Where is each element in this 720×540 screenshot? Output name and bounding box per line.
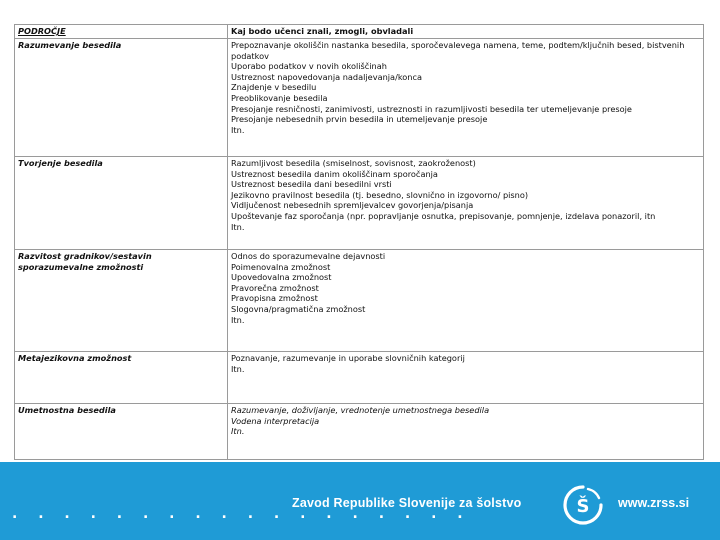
table-row [15,352,704,404]
table-header-row [15,25,704,39]
list-item: Ustreznost besedila danim okoliščinam sporočanja [231,168,438,179]
table-row [15,250,704,352]
list-item: Itn. [231,221,245,232]
list-item: Vidljučenost nebesednih spremljevalcev govorjenja/pisanja [231,200,474,211]
list-item: Znajdenje v besedilu [231,82,317,93]
list-item: Itn. [231,124,245,135]
footer-bar [0,462,720,540]
list-item: Uporabo podatkov v novih okoliščinah [231,61,387,72]
website-link[interactable]: www.zrss.si [618,496,690,510]
list-item: Prepoznavanje okoliščin nastanka besedila, sporočevalevega namena, teme, podtem/ključnih besed, bistvenih podatkov [231,40,685,61]
zrss-logo-icon [562,484,604,526]
row-items [228,404,704,460]
list-item: Razumljivost besedila (smiselnost, sovisnost, zaokroženost) [231,158,476,168]
list-item: Upoštevanje faz sporočanja (npr. popravljanje osnutka, prepisovanje, pomnjenje, izdelava ponazoril, itn [231,210,656,221]
list-item: Jezikovno pravilnost besedila (tj. besedno, slovnično in izgovorno/ pisno) [231,189,529,200]
curriculum-table [14,24,704,460]
list-item: Preoblikovanje besedila [231,92,328,103]
organization-name: Zavod Republike Slovenije za šolstvo [292,496,522,510]
list-item: Pravorečna zmožnost [231,282,319,293]
list-item: Ustreznost besedila dani besedilni vrsti [231,179,392,190]
list-item: Itn. [231,314,245,325]
row-area: Metajezikovna zmožnost [15,352,228,404]
list-item: Vodena interpretacija [231,415,320,426]
table-row [15,404,704,460]
row-area: Tvorjenje besedila [15,157,228,250]
list-item: Ustreznost napovedovanja nadaljevanja/konca [231,71,422,82]
header-outcomes: Kaj bodo učenci znali, zmogli, obvladali [228,25,704,39]
list-item: Odnos do sporazumevalne dejavnosti [231,251,386,261]
list-item: Razumevanje, doživljanje, vrednotenje umetnostnega besedila [231,405,490,415]
logo-letter: Š [576,496,590,517]
list-item: Upovedovalna zmožnost [231,272,332,283]
list-item: Poimenovalna zmožnost [231,261,331,272]
header-area: PODROČJE [15,25,228,39]
list-item: Itn. [231,363,245,374]
list-item: Pravopisna zmožnost [231,293,318,304]
footer-dots: . . . . . . . . . . . . . . . . . . [12,506,471,522]
row-items [228,157,704,250]
row-area: Razumevanje besedila [15,39,228,157]
list-item: Slogovna/pragmatična zmožnost [231,303,366,314]
table-row [15,157,704,250]
list-item: Poznavanje, razumevanje in uporabe slovničnih kategorij [231,353,465,363]
list-item: Itn. [231,426,245,437]
table-row [15,39,704,157]
row-items [228,39,704,157]
list-item: Presojanje resničnosti, zanimivosti, ustreznosti in razumljivosti besedila ter utemeljevanje presoje [231,103,632,114]
row-area: Umetnostna besedila [15,404,228,460]
row-items [228,250,704,352]
row-items [228,352,704,404]
curriculum-table-container [14,24,704,460]
row-area: Razvitost gradnikov/sestavin sporazumevalne zmožnosti [15,250,228,352]
list-item: Presojanje nebesednih prvin besedila in utemeljevanje presoje [231,114,488,125]
